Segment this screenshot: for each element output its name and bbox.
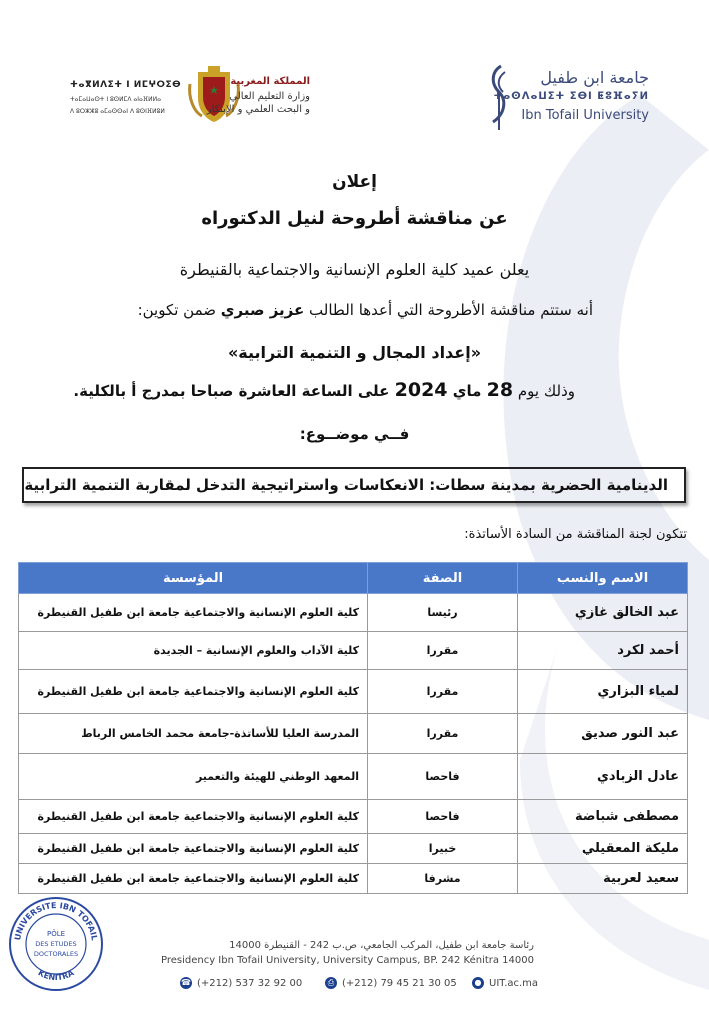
student-line-suffix: ضمن تكوين:	[137, 301, 221, 319]
table-row	[19, 632, 688, 670]
phone-icon: ☎	[181, 978, 191, 987]
university-name-tifinagh: ⵜⴰⵙⴷⴰⵡⵉⵜ ⵉⴱⵏ ⵟⵓⴼⴰⵢⵍ	[493, 91, 649, 102]
member-institution: كلية العلوم الإنسانية والاجتماعية جامعة ابن طفيل القنيطرة	[19, 834, 368, 864]
footer-address-arabic: رئاسة جامعة ابن طفيل، المركب الجامعي، ص.ب 242 - القنيطرة 14000	[229, 940, 534, 951]
announcement-subtitle: عن مناقشة أطروحة لنيل الدكتوراه	[201, 208, 508, 229]
student-line	[138, 301, 593, 319]
website-link[interactable]: UIT.ac.ma	[489, 978, 539, 989]
member-institution: كلية العلوم الإنسانية والاجتماعية جامعة ابن طفيل القنيطرة	[19, 670, 368, 714]
topic-label: فــي موضــوع:	[299, 425, 410, 443]
header-institution: المؤسسة	[19, 563, 368, 594]
member-name: عبد الخالق غازي	[518, 594, 688, 632]
member-institution: المعهد الوطني للهيئة والتعمير	[19, 754, 368, 800]
member-role: فاحصا	[368, 800, 518, 834]
table-row	[19, 834, 688, 864]
table-row	[19, 670, 688, 714]
phone-number: (+212) 537 32 92 00	[197, 978, 303, 989]
member-institution: المدرسة العليا للأساتذة-جامعة محمد الخامس الرباط	[19, 714, 368, 754]
header-role: الصفة	[368, 563, 518, 594]
seal-line1: PÔLE	[46, 930, 66, 938]
date-day: 28	[486, 379, 514, 401]
university-logo	[479, 62, 649, 132]
fax-number: (+212) 79 45 21 30 05	[342, 978, 457, 989]
announcement-title: إعلان	[332, 172, 377, 192]
footer-address-english: Presidency Ibn Tofail University, University Campus, BP. 242 Kénitra 14000	[160, 955, 534, 966]
member-role: خبيرا	[368, 834, 518, 864]
date-prefix: وذلك يوم	[513, 382, 575, 400]
svg-text:KENITRA	[37, 968, 77, 982]
seal-ring-top: UNIVERSITE IBN TOFAIL	[13, 900, 99, 942]
letterhead	[0, 50, 709, 150]
header-name: الاسم والنسب	[518, 563, 688, 594]
member-name: سعيد لعربية	[518, 864, 688, 894]
member-role: رئيسا	[368, 594, 518, 632]
table-row	[19, 864, 688, 894]
member-name: مصطفى شباضة	[518, 800, 688, 834]
dean-announcement-line: يعلن عميد كلية العلوم الإنسانية والاجتماعية بالقنيطرة	[179, 260, 530, 279]
jury-table-header	[19, 563, 688, 594]
member-role: مقررا	[368, 670, 518, 714]
member-name: مليكة المعقيلي	[518, 834, 688, 864]
fax-icon: ⎙	[325, 977, 337, 989]
program-name: «إعداد المجال و التنمية الترابية»	[227, 343, 482, 362]
date-suffix: على الساعة العاشرة صباحا بمدرج أ بالكلية.	[73, 382, 395, 400]
university-name-arabic: جامعة ابن طفيل	[540, 68, 649, 87]
table-row	[19, 594, 688, 632]
date-month: ماي	[447, 382, 487, 400]
table-row	[19, 714, 688, 754]
student-line-prefix: أنه ستتم مناقشة الأطروحة التي أعدها الطالب	[304, 301, 593, 319]
member-institution: كلية العلوم الإنسانية والاجتماعية جامعة ابن طفيل القنيطرة	[19, 864, 368, 894]
ministry-tifinagh-line2: ⵜⴰⵎⴰⵡⴰⵙⵜ ⵏ ⵓⵙⵍⵎⴷ ⴰⵏⴰⴼⵍⵍⴰ	[70, 96, 161, 103]
seal-line2: DES ETUDES	[35, 940, 77, 948]
thesis-topic: الدينامية الحضرية بمدينة سطات: الانعكاسات واستراتيجية التدخل لمقاربة التنمية الترابية	[24, 476, 668, 494]
ministry-logo	[70, 62, 310, 132]
doctoral-studies-seal	[8, 896, 104, 992]
ministry-name-arabic-line1: وزارة التعليم العالي	[229, 91, 310, 102]
date-line	[73, 379, 575, 401]
member-institution: كلية العلوم الإنسانية والاجتماعية جامعة ابن طفيل القنيطرة	[19, 800, 368, 834]
contact-website[interactable]	[472, 977, 538, 989]
member-role: مقررا	[368, 714, 518, 754]
thesis-topic-box	[22, 467, 686, 503]
contact-fax	[325, 977, 457, 989]
jury-table	[18, 562, 688, 894]
footer-contacts	[180, 977, 540, 993]
ministry-tifinagh-line3: ⴷ ⵓⵔⵣⵣⵓ ⴰⵎⴰⵙⵙⴰⵏ ⴷ ⵓⵙⵏⴼⵍⵓⵍ	[70, 108, 165, 115]
member-role: مقررا	[368, 632, 518, 670]
globe-icon: ●	[472, 977, 484, 989]
date-year: 2024	[394, 379, 448, 401]
member-name: عادل الزبادي	[518, 754, 688, 800]
university-name-english: Ibn Tofail University	[521, 108, 649, 123]
contact-phone	[180, 977, 302, 989]
student-name: عزيز صبري	[220, 301, 305, 319]
seal-line3: DOCTORALES	[33, 950, 79, 958]
ministry-kingdom-arabic: المملكة المغربية	[230, 76, 310, 87]
seal-ring-bottom: KENITRA	[36, 968, 76, 983]
member-name: لمياء البزاري	[518, 670, 688, 714]
member-role: مشرفا	[368, 864, 518, 894]
member-name: أحمد لكرد	[518, 632, 688, 670]
table-row	[19, 754, 688, 800]
member-role: فاحصا	[368, 754, 518, 800]
member-institution: كلية العلوم الإنسانية والاجتماعية جامعة ابن طفيل القنيطرة	[19, 594, 368, 632]
member-institution: كلية الآداب والعلوم الإنسانية – الجديدة	[19, 632, 368, 670]
ministry-name-arabic-line2: و البحث العلمي و الإبتكار	[206, 104, 310, 115]
jury-intro: تتكون لجنة المناقشة من السادة الأساتذة:	[464, 527, 687, 542]
table-row	[19, 800, 688, 834]
member-name: عبد النور صديق	[518, 714, 688, 754]
ministry-tifinagh-line1: ⵜⴰⴳⵍⴷⵉⵜ ⵏ ⵍⵎⵖⵔⵉⴱ	[70, 80, 182, 90]
